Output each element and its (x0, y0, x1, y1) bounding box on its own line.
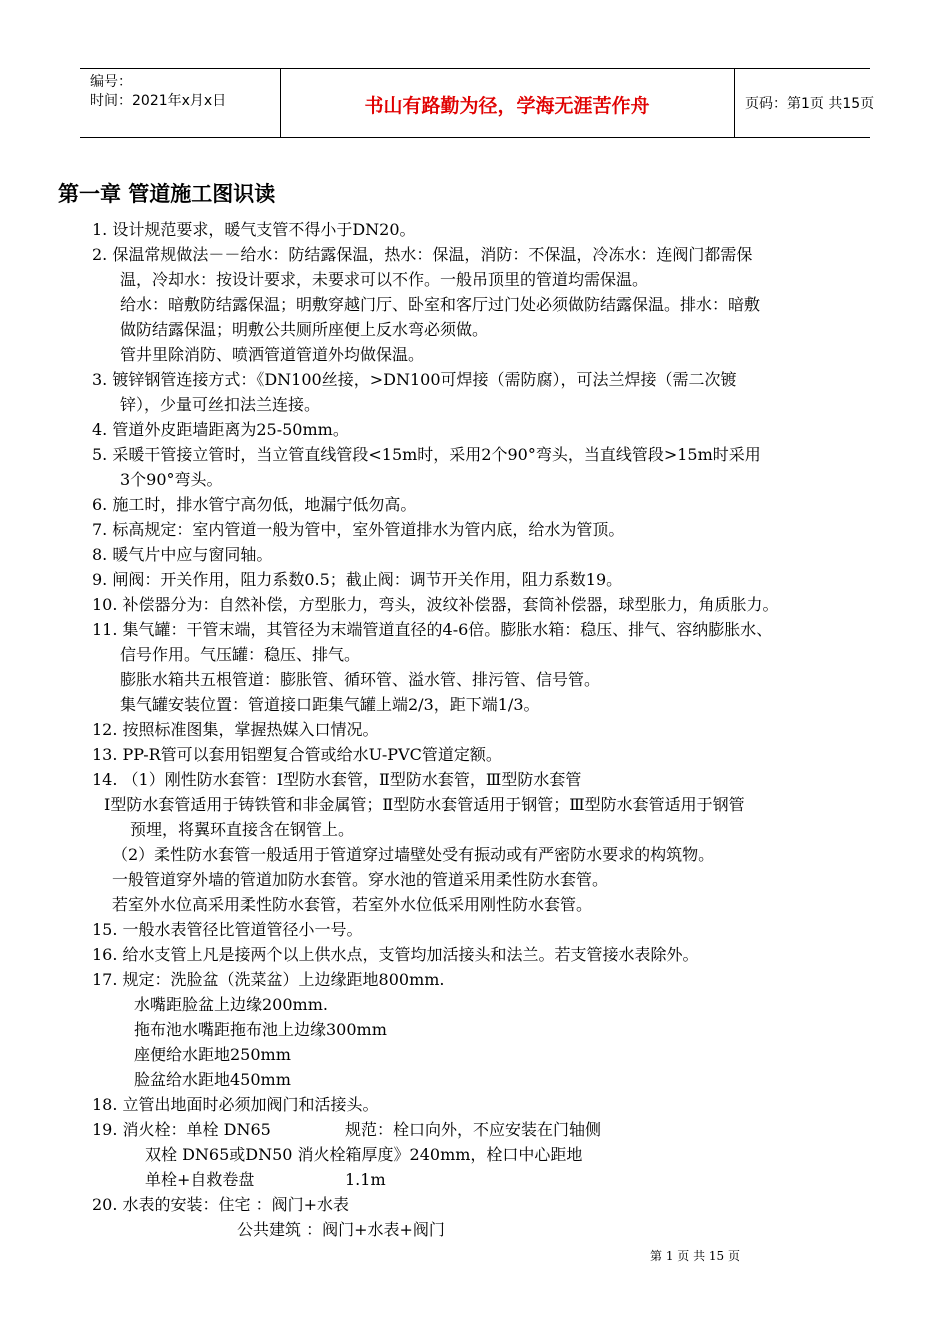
body-line: 12. 按照标准图集，掌握热媒入口情况。 (92, 720, 379, 739)
body-line: 17. 规定：洗脸盆（洗菜盆）上边缘距地800mm. (92, 970, 445, 989)
header-left-cell (80, 69, 281, 137)
body-line: 13. PP-R管可以套用铝塑复合管或给水U-PVC管道定额。 (92, 745, 502, 764)
body-line: 18. 立管出地面时必须加阀门和活接头。 (92, 1095, 379, 1114)
body-line: 单栓+自救卷盘 (145, 1170, 255, 1189)
body-line: 14. （1）刚性防水套管：Ⅰ型防水套管，Ⅱ型防水套管，Ⅲ型防水套管 (92, 770, 582, 789)
body-line: 1.1m (345, 1170, 386, 1189)
body-line: 15. 一般水表管径比管道管径小一号。 (92, 920, 363, 939)
body-line: 规范：栓口向外，不应安装在门轴侧 (345, 1120, 602, 1139)
body-line: 一般管道穿外墙的管道加防水套管。穿水池的管道采用柔性防水套管。 (112, 870, 609, 889)
body-line: 锌），少量可丝扣法兰连接。 (120, 395, 321, 414)
body-line: 脸盆给水距地450mm (134, 1070, 291, 1089)
header-page-cell (735, 69, 875, 137)
body-line: 6. 施工时，排水管宁高勿低，地漏宁低勿高。 (92, 495, 417, 514)
body-line: 19. 消火栓：单栓 DN65 (92, 1120, 271, 1139)
header-motto: 书山有路勤为径，学海无涯苦作舟 (364, 95, 650, 117)
body-line: 水嘴距脸盆上边缘200mm. (134, 995, 328, 1014)
chapter-title: 第一章 管道施工图识读 (58, 182, 276, 206)
body-line: 双栓 DN65或DN50 消火栓箱厚度》240mm，栓口中心距地 (145, 1145, 583, 1164)
body-line: 16. 给水支管上凡是接两个以上供水点，支管均加活接头和法兰。若支管接水表除外。 (92, 945, 699, 964)
body-line: 拖布池水嘴距拖布池上边缘300mm (134, 1020, 387, 1039)
body-line: 3个90°弯头。 (120, 470, 223, 489)
body-line: 11. 集气罐：干管末端，其管径为末端管道直径的4-6倍。膨胀水箱：稳压、排气、容纳膨胀水、 (92, 620, 773, 639)
body-line: 20. 水表的安装：住宅 ：阀门+水表 (92, 1195, 350, 1214)
body-line: 座便给水距地250mm (134, 1045, 291, 1064)
header-page-info: 页码：第1页 共15页 (745, 96, 875, 112)
body-line: 给水：暗敷防结露保温；明敷穿越门厅、卧室和客厅过门处必须做防结露保温。排水：暗敷 (120, 295, 761, 314)
body-line: 9. 闸阀：开关作用，阻力系数0.5；截止阀：调节开关作用，阻力系数19。 (92, 570, 623, 589)
header-date-label: 时间：2021年x月x日 (90, 93, 227, 109)
body-line: 做防结露保温；明敷公共厕所座便上反水弯必须做。 (120, 320, 489, 339)
body-line: 2. 保温常规做法－－给水：防结露保温，热水：保温，消防：不保温，冷冻水：连阀门都需保 (92, 245, 753, 264)
body-line: （2）柔性防水套管一般适用于管道穿过墙壁处受有振动或有严密防水要求的构筑物。 (112, 845, 715, 864)
body-line: 7. 标高规定：室内管道一般为管中，室外管道排水为管内底，给水为管顶。 (92, 520, 625, 539)
header-motto-cell (280, 69, 735, 137)
header-number-label: 编号： (90, 74, 132, 90)
body-line: Ⅰ型防水套管适用于铸铁管和非金属管；Ⅱ型防水套管适用于钢管；Ⅲ型防水套管适用于钢管 (104, 795, 745, 814)
body-line: 管井里除消防、喷洒管道管道外均做保温。 (120, 345, 425, 364)
body-line: 信号作用。气压罐：稳压、排气。 (120, 645, 361, 664)
body-line: 集气罐安装位置：管道接口距集气罐上端2/3，距下端1/3。 (120, 695, 540, 714)
body-line: 3. 镀锌钢管连接方式：《DN100丝接，>DN100可焊接（需防腐），可法兰焊接（需二次镀 (92, 370, 737, 389)
body-line: 8. 暖气片中应与窗同轴。 (92, 545, 273, 564)
body-line: 若室外水位高采用柔性防水套管，若室外水位低采用刚性防水套管。 (112, 895, 593, 914)
body-line: 5. 采暖干管接立管时，当立管直线管段<15m时，采用2个90°弯头，当直线管段>15m时采用 (92, 445, 761, 464)
header-table (80, 68, 875, 138)
body-line: 温，冷却水：按设计要求，未要求可以不作。一般吊顶里的管道均需保温。 (120, 270, 649, 289)
body-line: 10. 补偿器分为：自然补偿，方型胀力，弯头，波纹补偿器，套筒补偿器，球型胀力，角质胀力。 (92, 595, 779, 614)
body-line: 4. 管道外皮距墙距离为25-50mm。 (92, 420, 349, 439)
body-line: 公共建筑 ：阀门+水表+阀门 (237, 1220, 445, 1239)
body-line: 膨胀水箱共五根管道：膨胀管、循环管、溢水管、排污管、信号管。 (120, 670, 601, 689)
body-line: 1. 设计规范要求，暖气支管不得小于DN20。 (92, 220, 416, 239)
page-footer: 第 1 页 共 15 页 (650, 1249, 740, 1263)
body-line: 预埋，将翼环直接含在钢管上。 (130, 820, 355, 839)
